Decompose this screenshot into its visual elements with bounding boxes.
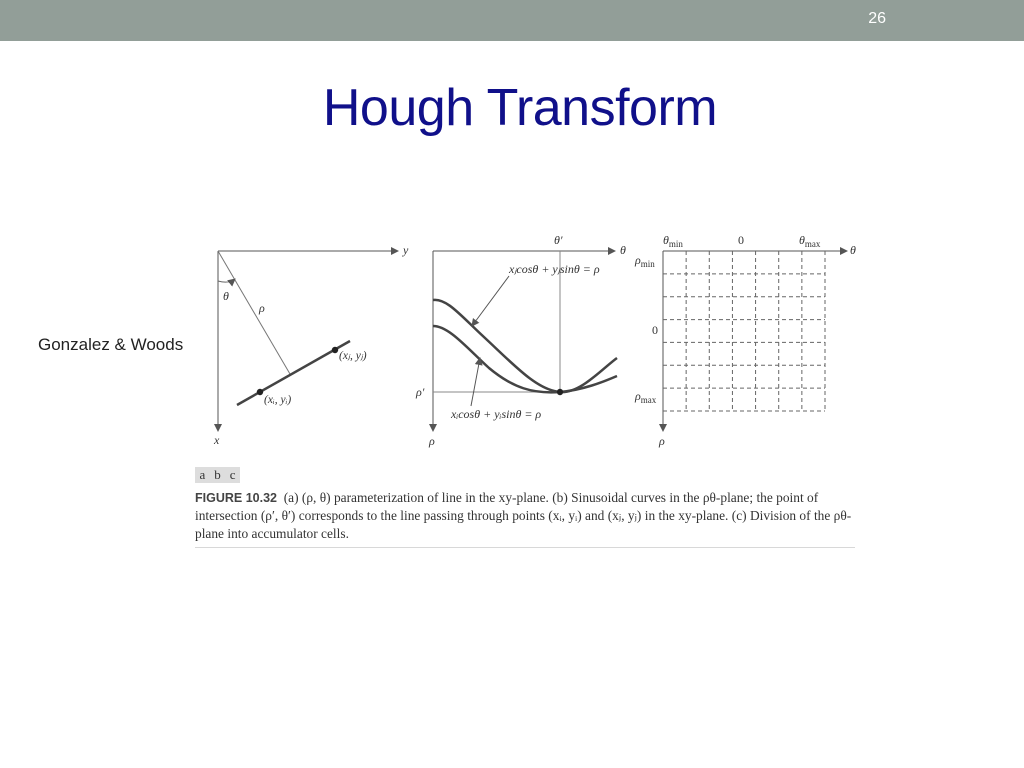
- panel-b-theta-prime-label: θ′: [554, 233, 563, 247]
- accumulator-grid: [663, 251, 825, 411]
- panel-b-curve-j-label: xⱼcosθ + yⱼsinθ = ρ: [509, 262, 600, 276]
- panel-c-theta-label: θ: [850, 243, 856, 257]
- panel-c-rho-label: ρ: [659, 434, 665, 448]
- panel-c-zero-left-label: 0: [652, 323, 658, 337]
- panel-tags: [195, 467, 240, 483]
- panel-c-rho-min-label: $\rho_{min}$: [635, 253, 655, 269]
- panel-b-callout-i: [471, 358, 480, 406]
- panel-b-rho-prime-label: ρ′: [416, 385, 425, 399]
- panel-a-point-j: [332, 347, 338, 353]
- panel-tag-b: b: [214, 467, 221, 482]
- panel-b-theta-label: θ: [620, 243, 626, 257]
- hough-figure: [185, 228, 870, 558]
- panel-b-rho-label: ρ: [429, 434, 435, 448]
- panel-a-rho-label: ρ: [259, 301, 265, 315]
- panel-a-point-i-label: (xᵢ, yᵢ): [264, 394, 292, 406]
- panel-b-curve-j: [433, 300, 617, 392]
- panel-a-angle-arc: [218, 279, 235, 282]
- panel-b-callout-j: [472, 276, 509, 326]
- panel-a-x-label: x: [214, 433, 220, 447]
- slide-title: Hough Transform: [322, 79, 718, 137]
- credit-text: Gonzalez & Woods: [38, 335, 184, 354]
- caption-figure-label: FIGURE 10.32: [195, 491, 277, 505]
- panel-c-theta-min-label: $\theta_{min}$: [663, 233, 683, 249]
- slide-number: 26: [868, 10, 886, 27]
- panel-b-intersection-point: [557, 389, 563, 395]
- panel-c-rho-max-label: $\rho_{max}$: [635, 389, 657, 405]
- panel-a-y-label: y: [403, 243, 409, 257]
- panel-a-theta-label: θ: [223, 289, 229, 303]
- panel-b: [415, 233, 626, 448]
- panel-tag-c: c: [229, 467, 236, 482]
- caption-rule: [195, 547, 855, 548]
- panel-c-theta-max-label: $\theta_{max}$: [799, 233, 821, 249]
- panel-c: [634, 233, 856, 448]
- panel-a: [213, 243, 409, 447]
- figure-caption: [195, 489, 860, 543]
- caption-text: (a) (ρ, θ) parameterization of line in the xy-plane. (b) Sinusoidal curves in the ρθ-plane; the point of intersection (ρ′, θ′) corresponds to the line passing through points (xᵢ, yᵢ) and (xⱼ, yⱼ) in the xy-plane. (c) Division of the ρθ-plane into accumulator cells.: [195, 490, 852, 541]
- panel-a-point-j-label: (xⱼ, yⱼ): [339, 350, 367, 362]
- panel-b-curve-i: [433, 326, 617, 392]
- panel-c-zero-top-label: 0: [738, 233, 744, 247]
- panel-tag-a: a: [199, 467, 206, 482]
- figure-drawing: [185, 228, 870, 463]
- panel-a-point-i: [257, 389, 263, 395]
- panel-a-normal-segment: [218, 251, 290, 374]
- panel-b-curve-i-label: xᵢcosθ + yᵢsinθ = ρ: [451, 407, 542, 421]
